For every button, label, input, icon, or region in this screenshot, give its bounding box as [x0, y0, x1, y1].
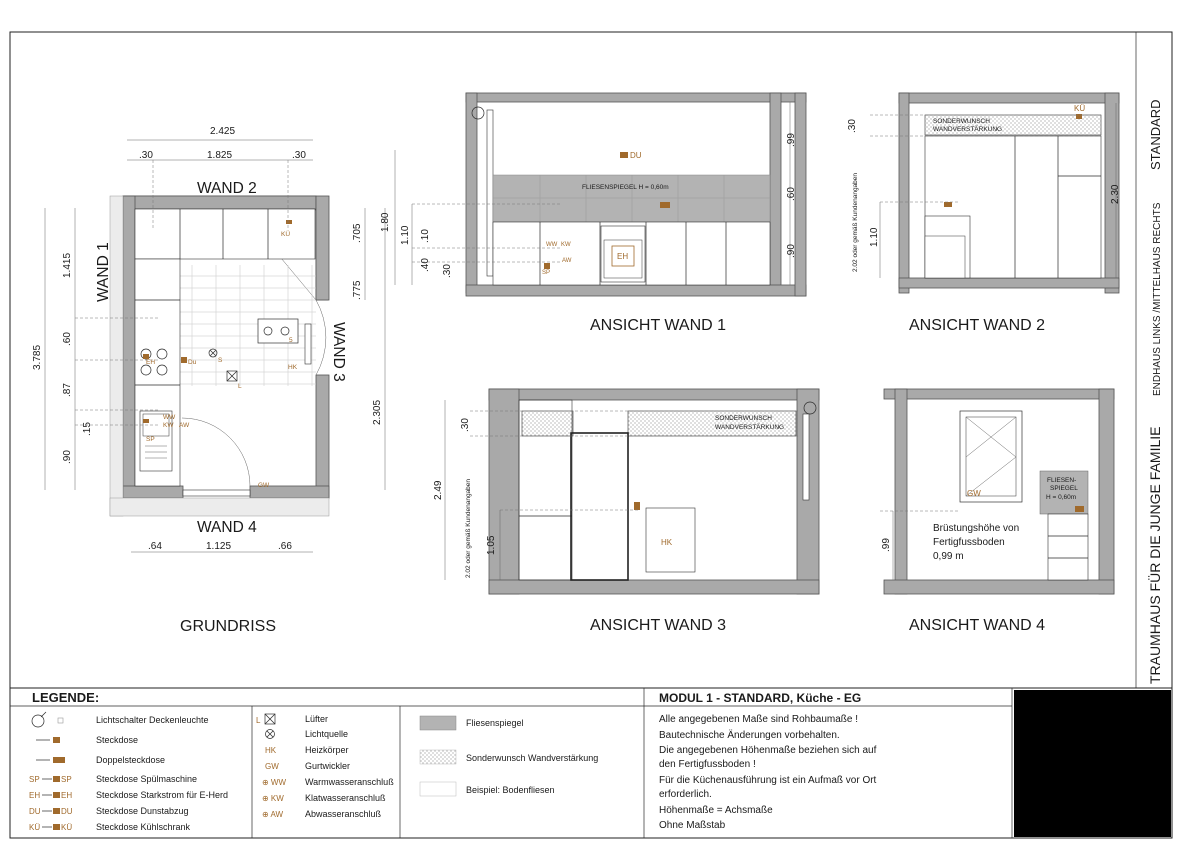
note-line-3: Die angegebenen Höhenmaße beziehen sich auf [659, 745, 877, 756]
label-ww: WW [163, 414, 176, 421]
legend3-item-2: Sonderwunsch Wandverstärkung [466, 753, 599, 763]
legend-icon-du-2: DU [61, 807, 73, 816]
grundriss-title: GRUNDRISS [180, 618, 277, 635]
a4-bruestung-3: 0,99 m [933, 551, 964, 562]
label-l: L [238, 383, 242, 390]
side-title-sub: ENDHAUS LINKS /MITTELHAUS RECHTS [1152, 202, 1163, 396]
legend-item-6: Steckdose Dunstabzug [96, 806, 189, 816]
dim-bottom-left: .64 [148, 541, 162, 552]
note-line-8: Ohne Maßstab [659, 820, 726, 831]
ansicht-wand-2 [870, 93, 1119, 293]
a1-label-kw: KW [561, 242, 571, 248]
legend2-item-5: Warmwasseranschluß [305, 777, 394, 787]
a2-title: ANSICHT WAND 2 [909, 317, 1046, 334]
label-gw: GW [258, 482, 270, 489]
logo-box [1014, 690, 1171, 837]
legend-icon-hk: HK [265, 746, 277, 755]
legend-icon-aw: ⊕ AW [262, 810, 284, 819]
label-eh: EH [146, 359, 156, 366]
a2-vertical-note: 2.02 oder gemäß Kundenangaben [852, 172, 859, 272]
legend-item-5: Steckdose Starkstrom für E-Herd [96, 790, 229, 800]
legend2-item-7: Abwasseranschluß [305, 809, 382, 819]
dim-left-5: .90 [62, 450, 73, 464]
a4-bruestung-2: Fertigfussboden [933, 537, 1005, 548]
legend-icon-l: L [256, 716, 261, 725]
dim-left-total: 3.785 [32, 344, 43, 370]
a4-fliesen-label-1: FLIESEN- [1047, 477, 1077, 484]
label-hk: HK [288, 364, 298, 371]
dim-right-2: .775 [352, 280, 363, 300]
a3-dim-105: 1.05 [486, 535, 497, 555]
wall-3-lower [316, 375, 329, 498]
legend-swatch-sonderwunsch [420, 750, 456, 764]
wall-3-label: WAND 3 [330, 322, 347, 382]
a1-dim-110: 1.10 [400, 225, 411, 245]
legend2-item-2: Lichtquelle [305, 729, 349, 739]
a1-dim-180: 1.80 [380, 212, 391, 232]
notes-heading: MODUL 1 - STANDARD, Küche - EG [659, 691, 862, 705]
a1-label-ww: WW [546, 242, 558, 248]
legend-icon-ku-2: KÜ [61, 823, 73, 832]
note-line-1: Alle angegebenen Maße sind Rohbaumaße ! [659, 714, 859, 725]
a1-dim-40: .40 [420, 258, 431, 272]
a1-dim-30: .30 [442, 264, 453, 278]
legend-icon-sp-2: SP [61, 775, 72, 784]
note-line-7: Höhenmaße = Achsmaße [659, 805, 773, 816]
legend-icon-eh-2: EH [61, 791, 73, 800]
legend-icon-du: DU [29, 807, 41, 816]
wall-4-label: WAND 4 [197, 519, 257, 536]
a2-dim-30: .30 [847, 119, 858, 133]
note-line-2: Bautechnische Änderungen vorbehalten. [659, 730, 840, 741]
legend-icon-sp: SP [29, 775, 40, 784]
legend-heading: LEGENDE: [32, 690, 100, 705]
a1-dim-r90: .90 [786, 244, 797, 258]
a2-sonderwunsch-label: SONDERWUNSCH [933, 118, 990, 125]
legend-item-7: Steckdose Kühlschrank [96, 822, 191, 832]
fliesenspiegel-wand-1 [493, 175, 770, 222]
dim-left-4: .15 [82, 422, 93, 436]
dim-top-total: 2.425 [210, 126, 236, 137]
legend2-item-6: Klatwasseranschluß [305, 793, 386, 803]
legend-icon-eh: EH [29, 791, 41, 800]
legend-item-1: Lichtschalter Deckenleuchte [96, 715, 209, 725]
a3-sonderwunsch-label: SONDERWUNSCH [715, 415, 772, 422]
legend3-item-3: Beispiel: Bodenfliesen [466, 785, 555, 795]
a3-dim-249: 2.49 [433, 480, 444, 500]
dim-top-mid: 1.825 [207, 150, 233, 161]
legend-item-3: Doppelsteckdose [96, 755, 166, 765]
wall-2-label: WAND 2 [197, 180, 257, 197]
a1-title: ANSICHT WAND 1 [590, 317, 727, 334]
a4-dim-99: .99 [881, 538, 892, 552]
wall-1-label: WAND 1 [95, 242, 112, 302]
label-aw: AW [179, 422, 190, 429]
a1-dim-r99: .99 [786, 133, 797, 147]
label-kw: KW [163, 422, 174, 429]
legend-icon-ku: KÜ [29, 823, 41, 832]
a4-label-gw: GW [967, 489, 981, 498]
a2-sonderwunsch-label-2: WANDVERSTÄRKUNG [933, 126, 1003, 133]
wall-2 [123, 196, 316, 209]
legend-icon-ww: ⊕ WW [262, 778, 287, 787]
window-wall-4 [183, 490, 250, 496]
dim-left-1: 1.415 [62, 252, 73, 278]
a4-title: ANSICHT WAND 4 [909, 617, 1046, 634]
legend-icon-gw: GW [265, 762, 279, 771]
label-sp: SP [146, 436, 155, 443]
dim-bottom-right: .66 [278, 541, 292, 552]
a4-fliesen-label-2: SPIEGEL [1050, 485, 1078, 492]
dim-right-1: .705 [352, 223, 363, 243]
a2-label-ku: KÜ [1074, 104, 1086, 113]
a4-bruestung-1: Brüstungshöhe von [933, 523, 1020, 534]
note-line-4: den Fertigfussboden ! [659, 759, 756, 770]
note-line-6: erforderlich. [659, 789, 712, 800]
legend3-item-1: Fliesenspiegel [466, 718, 524, 728]
a2-dim-230: 2.30 [1110, 184, 1121, 204]
wall-1 [123, 196, 135, 498]
a1-label-sp: SP [542, 270, 551, 276]
legend2-item-3: Heizkörper [305, 745, 349, 755]
ansicht-wand-4 [880, 389, 1114, 594]
a3-label-hk: HK [661, 538, 673, 547]
dim-left-2: .60 [62, 332, 73, 346]
wall-3-upper [316, 196, 329, 300]
label-switch-5: 5 [289, 337, 293, 344]
a1-fliesenspiegel-label: FLIESENSPIEGEL H = 0,60m [582, 184, 669, 191]
dim-top-right: .30 [292, 150, 306, 161]
a1-label-du: DU [630, 151, 642, 160]
dim-right-3: 2.305 [372, 399, 383, 425]
legend-col2-icons [265, 714, 275, 739]
label-du: Du [188, 359, 197, 366]
note-line-5: Für die Küchenausführung ist ein Aufmaß vor Ort [659, 775, 877, 786]
side-title-main: TRAUMHAUS FÜR DIE JUNGE FAMILIE [1147, 426, 1163, 684]
dim-top-left: .30 [139, 150, 153, 161]
dim-bottom-mid: 1.125 [206, 541, 232, 552]
legend-icon-kw: ⊕ KW [262, 794, 284, 803]
dim-left-3: .87 [62, 383, 73, 397]
a1-label-eh: EH [617, 252, 629, 261]
ansicht-wand-1 [395, 93, 806, 296]
a1-label-aw: AW [562, 258, 572, 264]
a3-vertical-note: 2.02 oder gemäß Kundenangaben [465, 478, 472, 578]
legend-item-4: Steckdose Spülmaschine [96, 774, 198, 784]
label-ku: KÜ [281, 231, 291, 238]
a3-dim-30: .30 [460, 418, 471, 432]
legend2-item-4: Gurtwickler [305, 761, 351, 771]
legend2-item-1: Lüfter [305, 714, 329, 724]
a3-sonderwunsch-label-2: WANDVERSTÄRKUNG [715, 424, 785, 431]
legend-swatch-bodenfliesen [420, 782, 456, 796]
a3-title: ANSICHT WAND 3 [590, 617, 727, 634]
legend-item-2: Steckdose [96, 735, 139, 745]
a4-fliesen-label-3: H = 0,60m [1046, 494, 1077, 501]
label-s: S [218, 357, 223, 364]
a1-dim-10: .10 [420, 229, 431, 243]
wall-4-left [123, 486, 183, 498]
side-title-standard: STANDARD [1148, 99, 1163, 170]
legend-swatch-fliesenspiegel [420, 716, 456, 730]
a1-dim-r60: .60 [786, 187, 797, 201]
a2-dim-110: 1.10 [869, 227, 880, 247]
door-wand-3 [571, 433, 628, 580]
